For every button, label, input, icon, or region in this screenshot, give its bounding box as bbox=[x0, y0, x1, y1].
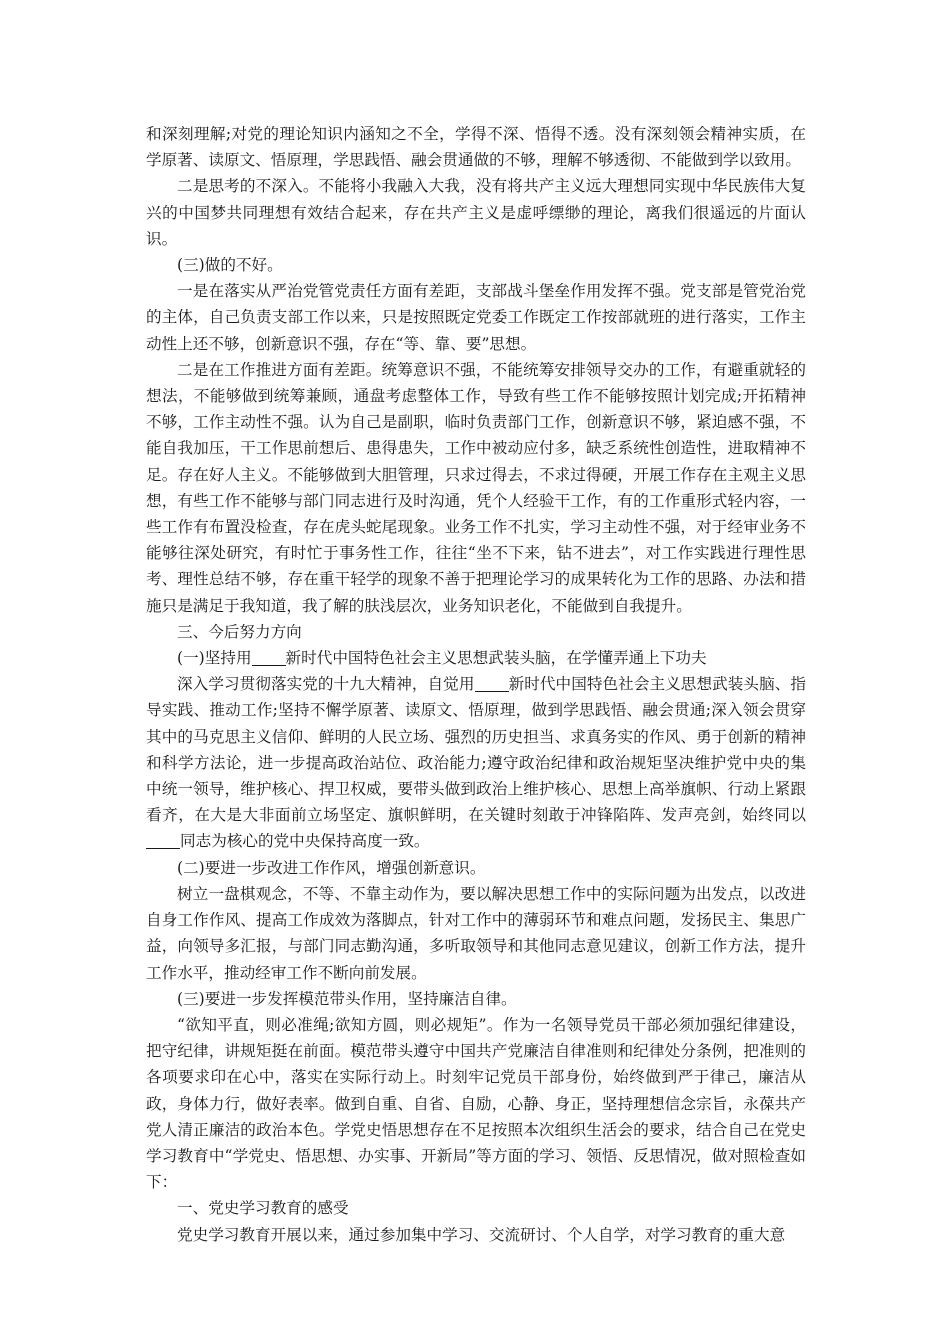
underline-blank bbox=[252, 649, 286, 666]
text-run: 新时代中国特色社会主义思想武装头脑、指导实践、推动工作;坚持不懈学原著、读原文、悟原理，做到学思践悟、融会贯通;深入领会贯穿其中的马克思主义信仰、鲜明的人民立场、强烈的历史担当、求真务实的作风、勇于创新的精神和科学方法论，进一步提高政治站位、政治能力;遵守政治纪律和政治规矩坚决维护党中央的集中统一领导，维护核心、捍卫权威，要带头做到政治上维护核心、思想上高举旗帜、行动上紧跟看齐，在大是大非面前立场坚定、旗帜鲜明，在关键时刻敢于冲锋陷阵、发声亮剑，始终同以 bbox=[146, 675, 806, 825]
text-run: 同志为核心的党中央保持高度一致。 bbox=[180, 832, 430, 851]
document-body bbox=[146, 121, 806, 1248]
section-heading: (三)做的不好。 bbox=[177, 256, 283, 275]
paragraph: 树立一盘棋观念，不等、不靠主动作为，要以解决思想工作中的实际问题为出发点，以改进自身工作作风、提高工作成效为落脚点，针对工作中的薄弱环节和难点问题，发扬民主、集思广益，向领导多汇报，与部门同志勤沟通，多听取领导和其他同志意见建议，创新工作方法，提升工作水平，推动经审工作不断向前发展。 bbox=[146, 884, 806, 982]
subsection-heading: (二)要进一步改进工作作风，增强创新意识。 bbox=[177, 858, 486, 877]
text-run: 深入学习贯彻落实党的十九大精神，自觉用 bbox=[177, 675, 475, 694]
paragraph: 二是思考的不深入。不能将小我融入大我，没有将共产主义远大理想同实现中华民族伟大复兴的中国梦共同理想有效结合起来，存在共产主义是虚呼缥缈的理论，离我们很遥远的片面认识。 bbox=[146, 177, 806, 248]
paragraph: 二是在工作推进方面有差距。统筹意识不强，不能统筹安排领导交办的工作，有避重就轻的想法，不能够做到统筹兼顾，通盘考虑整体工作，导致有些工作不能够按照计划完成;开拓精神不够，工作主动性不强。认为自己是副职，临时负责部门工作，创新意识不够，紧迫感不强，不能自我加压，干工作思前想后、患得患失，工作中被动应付多，缺乏系统性创造性，进取精神不足。存在好人主义。不能够做到大胆管理，只求过得去，不求过得硬，开展工作存在主观主义思想，有些工作不能够与部门同志进行及时沟通，凭个人经验干工作，有的工作重形式轻内容，一些工作有布置没检查，存在虎头蛇尾现象。业务工作不扎实，学习主动性不强，对于经审业务不能够往深处研究，有时忙于事务性工作，往往“坐不下来，钻不进去”，对工作实践进行理性思考、理性总结不够，存在重干轻学的现象不善于把理论学习的成果转化为工作的思路、办法和措施只是满足于我知道，我了解的肤浅层次，业务知识老化，不能做到自我提升。 bbox=[146, 360, 806, 615]
text-run: (一)坚持用 bbox=[177, 649, 252, 668]
subsection-heading: (三)要进一步发挥模范带头作用，坚持廉洁自律。 bbox=[177, 989, 517, 1008]
underline-blank bbox=[475, 676, 509, 693]
text-run: 新时代中国特色社会主义思想武装头脑，在学懂弄通上下功夫 bbox=[285, 649, 707, 668]
paragraph: 和深刻理解;对党的理论知识内涵知之不全，学得不深、悟得不透。没有深刻领会精神实质，在学原著、读原文、悟原理，学思践悟、融会贯通做的不够，理解不够透彻、不能做到学以致用。 bbox=[146, 125, 806, 170]
subsection-heading bbox=[146, 645, 806, 671]
underline-blank bbox=[146, 833, 180, 850]
paragraph: “欲知平直，则必准绳;欲知方圆，则必规矩”。作为一名领导党员干部必须加强纪律建设，把守纪律，讲规矩挺在前面。模范带头遵守中国共产党廉洁自律准则和纪律处分条例，把准则的各项要求印在心中，落实在实际行动上。时刻牢记党员干部身份，始终做到严于律己，廉洁从政，身体力行，做好表率。做到自重、自省、自励，心静、身正，坚持理想信念宗旨，永葆共产党人清正廉洁的政治本色。学党史悟思想存在不足按照本次组织生活会的要求，结合自己在党史学习教育中“学党史、悟思想、办实事、开新局”等方面的学习、领悟、反思情况，做对照检查如下： bbox=[146, 1015, 806, 1192]
section-heading: 一、党史学习教育的感受 bbox=[177, 1199, 349, 1218]
paragraph bbox=[146, 671, 806, 854]
paragraph: 党史学习教育开展以来，通过参加集中学习、交流研讨、个人自学，对学习教育的重大意 bbox=[177, 1225, 786, 1244]
section-heading: 三、今后努力方向 bbox=[177, 622, 302, 641]
paragraph: 一是在落实从严治党管党责任方面有差距，支部战斗堡垒作用发挥不强。党支部是管党治党的主体，自己负责支部工作以来，只是按照既定党委工作既定工作按部就班的进行落实，工作主动性上还不够，创新意识不强，存在“等、靠、要”思想。 bbox=[146, 282, 806, 353]
